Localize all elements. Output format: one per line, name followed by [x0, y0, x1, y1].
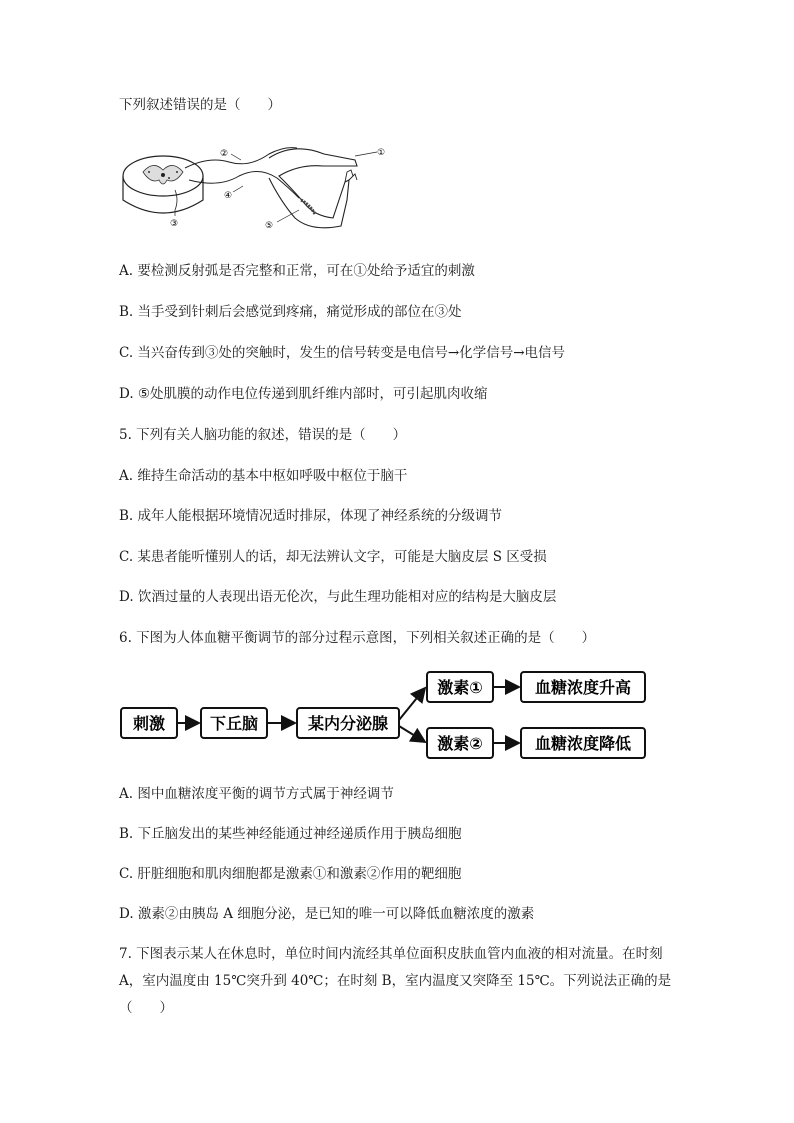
q6-option-a: A. 图中血糖浓度平衡的调节方式属于神经调节: [119, 786, 394, 802]
q4-stem: 下列叙述错误的是（ ）: [119, 97, 281, 113]
q5-stem: 5. 下列有关人脑功能的叙述，错误的是（ ）: [119, 427, 407, 443]
q5-option-d: D. 饮酒过量的人表现出语无伦次，与此生理功能相对应的结构是大脑皮层: [119, 589, 557, 605]
text-result2: 血糖浓度降低: [534, 734, 632, 753]
q7-stem: 7. 下图表示某人在休息时，单位时间内流经其单位面积皮肤血管内血液的相对流量。在时刻 A，室内温度由 15℃突升到 40℃；在时刻 B，室内温度又突降至 15℃。下列说法正确的是（ ）: [119, 946, 672, 1016]
q6-option-b: B. 下丘脑发出的某些神经能通过神经递质作用于胰岛细胞: [119, 826, 462, 842]
text-stimulus: 刺激: [132, 714, 166, 733]
label-1: ①: [377, 148, 386, 158]
q6-stem: 6. 下图为人体血糖平衡调节的部分过程示意图，下列相关叙述正确的是（ ）: [119, 630, 596, 646]
q5-option-b: B. 成年人能根据环境情况适时排尿，体现了神经系统的分级调节: [119, 508, 503, 524]
text-hypothalamus: 下丘脑: [209, 714, 259, 733]
q5-option-c: C. 某患者能听懂别人的话，却无法辨认文字，可能是大脑皮层 S 区受损: [119, 549, 547, 565]
q4-option-a: A. 要检测反射弧是否完整和正常，可在①处给予适宜的刺激: [119, 263, 475, 279]
text-result1: 血糖浓度升高: [534, 678, 632, 697]
label-2: ②: [220, 149, 229, 159]
q6-option-d: D. 激素②由胰岛 A 细胞分泌，是已知的唯一可以降低血糖浓度的激素: [119, 906, 535, 922]
reflex-arc-figure: [119, 134, 409, 234]
text-hormone2: 激素②: [437, 734, 483, 753]
text-hormone1: 激素①: [437, 678, 483, 697]
q5-option-a: A. 维持生命活动的基本中枢如呼吸中枢位于脑干: [119, 468, 408, 484]
label-5: ⑤: [265, 221, 274, 231]
text-gland: 某内分泌腺: [307, 714, 389, 733]
label-4: ④: [224, 191, 233, 201]
label-3: ③: [170, 219, 179, 229]
q4-option-b: B. 当手受到针刺后会感觉到疼痛，痛觉形成的部位在③处: [119, 304, 462, 320]
q4-option-d: D. ⑤处肌膜的动作电位传递到肌纤维内部时，可引起肌肉收缩: [119, 386, 488, 402]
blood-sugar-flow-diagram: [119, 664, 659, 764]
q4-option-c: C. 当兴奋传到③处的突触时，发生的信号转变是电信号→化学信号→电信号: [119, 345, 566, 361]
spinal-cord-section: [123, 156, 203, 213]
q6-option-c: C. 肝脏细胞和肌肉细胞都是激素①和激素②作用的靶细胞: [119, 866, 462, 882]
